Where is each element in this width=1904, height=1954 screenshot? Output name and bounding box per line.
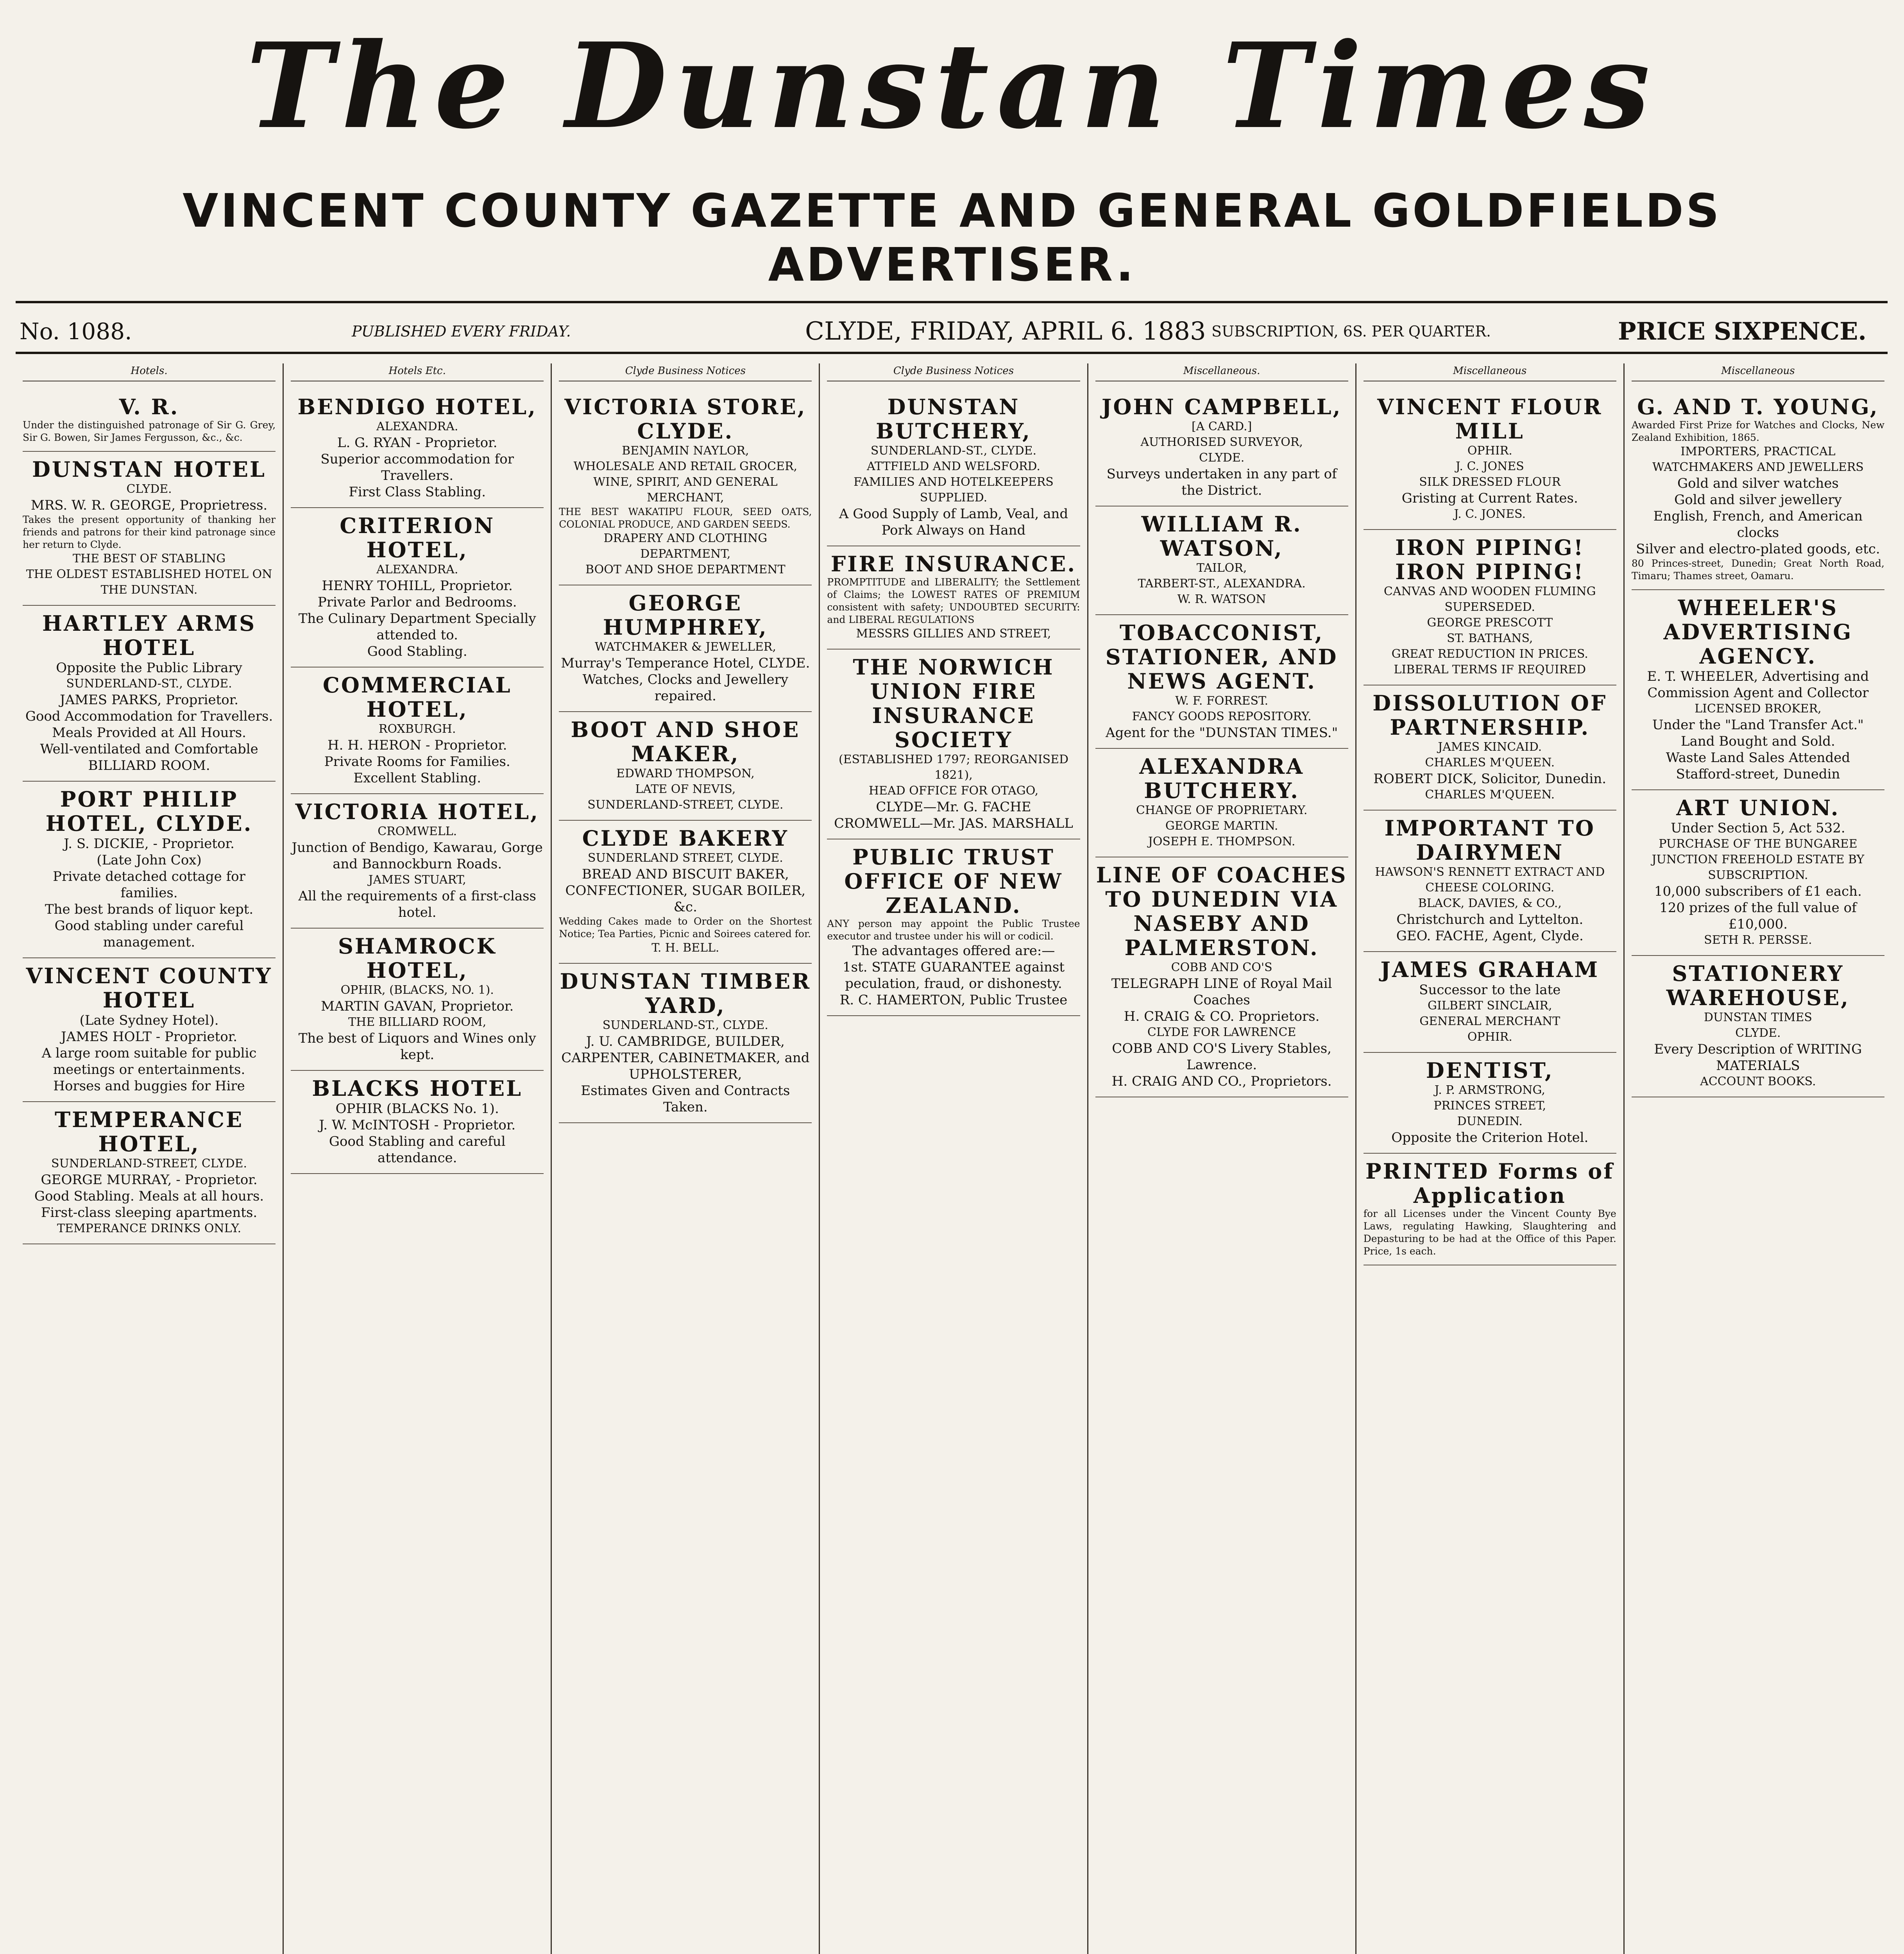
advertisement [1364, 952, 1616, 1053]
advertisement [1095, 615, 1348, 749]
ad-line: Good stabling under careful management. [54, 918, 244, 950]
ad-line: ALEXANDRA. [376, 563, 458, 576]
ad-line: ALEXANDRA. [376, 420, 458, 433]
ad-title: VICTORIA HOTEL, [295, 799, 539, 824]
advertisement [559, 585, 812, 712]
ad-line: WATCHMAKER & JEWELLER, [594, 640, 776, 654]
ad-line: LATE OF NEVIS, [635, 782, 736, 796]
ad-line: GEORGE PRESCOTT [1427, 616, 1553, 630]
ad-line: Private Rooms for Families. [324, 754, 510, 769]
ad-line: [A CARD.] [1191, 420, 1252, 433]
ad-line: (Late Sydney Hotel). [79, 1013, 219, 1028]
ad-line: COBB AND CO'S Livery Stables, Lawrence. [1112, 1041, 1331, 1073]
advertisement [1632, 389, 1884, 590]
ad-line: J. C. JONES [1455, 460, 1524, 473]
ad-line: Under Section 5, Act 532. [1671, 820, 1845, 836]
advertisement [559, 821, 812, 964]
ad-line: Christchurch and Lyttelton. [1396, 912, 1584, 927]
ad-line: Horses and buggies for Hire [53, 1078, 245, 1094]
ad-line: Every Description of WRITING MATERIALS [1654, 1041, 1862, 1074]
ad-line: OPHIR. [1467, 444, 1512, 458]
ad-title: PRINTED Forms of Application [1365, 1159, 1614, 1208]
issue-number: No. 1088. [20, 318, 132, 345]
ad-line: HAWSON'S RENNETT EXTRACT AND CHEESE COLORING. [1375, 865, 1605, 895]
ad-title: IMPORTANT TO DAIRYMEN [1384, 816, 1595, 865]
advertisement [23, 452, 276, 606]
column-4 [820, 363, 1088, 1954]
ad-line: CLYDE. [1199, 451, 1245, 465]
ad-line: H. CRAIG AND CO., Proprietors. [1111, 1074, 1332, 1089]
ad-line: THE BEST OF STABLING [72, 552, 226, 565]
ad-line: OPHIR, (BLACKS, NO. 1). [340, 983, 494, 997]
ad-line: J. S. DICKIE, - Proprietor. [64, 836, 234, 852]
advertisement [291, 929, 544, 1071]
ad-line: Good Stabling. [367, 644, 467, 659]
ad-line: TEMPERANCE DRINKS ONLY. [57, 1222, 242, 1235]
ad-line: Private detached cottage for families. [53, 869, 245, 901]
ad-line: J. W. McINTOSH - Proprietor. [319, 1117, 516, 1133]
ad-line: MARTIN GAVAN, Proprietor. [321, 998, 514, 1014]
ad-line: Gold and silver watches [1677, 476, 1839, 491]
ad-title: DUNSTAN HOTEL [32, 457, 267, 482]
ad-line: GENERAL MERCHANT [1419, 1015, 1560, 1028]
ad-line: W. R. WATSON [1177, 592, 1266, 606]
ad-title: BOOT AND SHOE MAKER, [571, 717, 800, 766]
ad-line: SILK DRESSED FLOUR [1419, 475, 1561, 489]
ad-line: Surveys undertaken in any part of the District. [1106, 466, 1337, 498]
ad-line: DRAPERY AND CLOTHING DEPARTMENT, [603, 531, 768, 561]
ad-line: BOOT AND SHOE DEPARTMENT [585, 563, 786, 576]
ad-line: H. CRAIG & CO. Proprietors. [1124, 1009, 1320, 1024]
ad-line: THE BILLIARD ROOM, [348, 1015, 487, 1029]
ad-line: Murray's Temperance Hotel, CLYDE. [561, 655, 810, 671]
column-heading: Hotels Etc. [291, 363, 544, 381]
ad-title: VINCENT FLOUR MILL [1377, 394, 1603, 444]
ad-title: HARTLEY ARMS HOTEL [42, 611, 256, 660]
ad-line: OPHIR. [1467, 1030, 1512, 1044]
ad-title: V. R. [119, 394, 179, 419]
ad-title: STATIONERY WAREHOUSE, [1666, 961, 1850, 1010]
ad-line: ACCOUNT BOOKS. [1700, 1075, 1816, 1088]
ad-line: ROBERT DICK, Solicitor, Dunedin. [1373, 771, 1607, 787]
ad-line: Awarded First Prize for Watches and Clocks, New Zealand Exhibition, 1865. [1631, 419, 1884, 443]
ad-line: Under the "Land Transfer Act." [1652, 717, 1864, 733]
column-heading: Miscellaneous [1632, 363, 1884, 381]
ad-line: CHARLES M'QUEEN. [1425, 756, 1555, 769]
column-6 [1356, 363, 1625, 1954]
ad-line: H. H. HERON - Proprietor. [327, 737, 507, 753]
advertisement [23, 389, 276, 452]
advertisement [1364, 389, 1616, 530]
masthead-title: The Dunstan Times [246, 17, 1658, 155]
ad-line: Watches, Clocks and Jewellery repaired. [582, 672, 789, 704]
ad-line: Junction of Bendigo, Kawarau, Gorge and Bannockburn Roads. [292, 840, 543, 872]
ad-line: Good Stabling and careful attendance. [329, 1134, 506, 1166]
ad-title: BENDIGO HOTEL, [297, 394, 537, 419]
ad-line: EDWARD THOMPSON, [616, 767, 755, 780]
ad-title: DUNSTAN BUTCHERY, [876, 394, 1031, 444]
column-heading: Hotels. [23, 363, 276, 381]
advertisement [1632, 590, 1884, 790]
ad-line: Good Stabling. Meals at all hours. First-class sleeping apartments. [34, 1188, 264, 1220]
ad-line: GEO. FACHE, Agent, Clyde. [1396, 928, 1584, 944]
column-heading: Clyde Business Notices [827, 363, 1080, 381]
ad-line: T. H. BELL. [651, 941, 719, 955]
ad-line: FANCY GOODS REPOSITORY. [1132, 710, 1312, 723]
ad-line: Agent for the "DUNSTAN TIMES." [1106, 725, 1338, 741]
ad-line: 10,000 subscribers of £1 each. [1654, 884, 1862, 899]
ad-line: JAMES PARKS, Proprietor. [60, 692, 239, 708]
ad-line: TARBERT-ST., ALEXANDRA. [1138, 577, 1306, 590]
dateline-date: CLYDE, FRIDAY, APRIL 6. 1883 [805, 317, 1206, 346]
advertisement [827, 546, 1080, 650]
advertisement [559, 964, 812, 1123]
ad-line: BLACK, DAVIES, & CO., [1418, 896, 1562, 910]
ad-line: Takes the present opportunity of thanking her friends and patrons for their kind patronage since her return to Clyde. [23, 514, 276, 550]
ad-line: J. P. ARMSTRONG, [1434, 1083, 1545, 1097]
ad-line: E. T. WHEELER, Advertising and Commission Agent and Collector [1647, 669, 1869, 701]
ad-line: CLYDE. [1735, 1026, 1781, 1040]
advertisement [1095, 389, 1348, 506]
ad-title: IRON PIPING! IRON PIPING! [1395, 535, 1585, 584]
advertisement [291, 667, 544, 794]
ad-line: JAMES HOLT - Proprietor. [61, 1029, 238, 1045]
ad-line: CHANGE OF PROPRIETARY. [1136, 803, 1308, 817]
ad-line: Private Parlor and Bedrooms. [317, 594, 517, 610]
advertisement [1632, 790, 1884, 956]
ad-line: CLYDE. [126, 482, 172, 496]
ad-line: Good Accommodation for Travellers. Meals Provided at All Hours. [25, 709, 273, 741]
top-rule [16, 301, 1888, 303]
advertisement [827, 839, 1080, 1016]
ad-line: Wedding Cakes made to Order on the Shortest Notice; Tea Parties, Picnic and Soirees catered for. [559, 916, 812, 939]
ad-line: FAMILIES AND HOTELKEEPERS SUPPLIED. [854, 475, 1054, 505]
ad-title: FIRE INSURANCE. [830, 551, 1077, 576]
ad-line: GILBERT SINCLAIR, [1428, 999, 1552, 1013]
column-1 [16, 363, 284, 1954]
ad-line: Silver and electro-plated goods, etc. [1636, 541, 1880, 557]
advertisement [827, 650, 1080, 839]
ad-line: Gristing at Current Rates. [1401, 490, 1578, 506]
ad-line: English, French, and American clocks [1653, 508, 1863, 540]
ad-line: JAMES STUART, [368, 873, 466, 887]
ad-line: SUNDERLAND STREET, CLYDE. [587, 851, 783, 865]
ad-line: All the requirements of a first-class hotel. [298, 888, 537, 920]
ad-line: THE OLDEST ESTABLISHED HOTEL ON THE DUNSTAN. [26, 567, 272, 597]
ad-line: ROXBURGH. [378, 722, 456, 736]
advertisement [1364, 685, 1616, 811]
advertisement [1632, 956, 1884, 1097]
ad-line: AUTHORISED SURVEYOR, [1140, 435, 1303, 449]
ad-line: 120 prizes of the full value of £10,000. [1659, 900, 1857, 932]
ad-line: Land Bought and Sold. [1681, 734, 1835, 749]
advertisement [1364, 530, 1616, 685]
ad-line: BREAD AND BISCUIT BAKER, CONFECTIONER, SUGAR BOILER, &c. [565, 866, 806, 915]
ad-line: W. F. FORREST. [1175, 694, 1269, 708]
ad-line: PURCHASE OF THE BUNGAREE JUNCTION FREEHOLD ESTATE BY SUBSCRIPTION. [1652, 837, 1865, 882]
ad-line: TAILOR, [1196, 561, 1247, 575]
advertisement [23, 1102, 276, 1244]
ad-line: MRS. W. R. GEORGE, Proprietress. [30, 497, 268, 513]
ad-line: PRINCES STREET, [1433, 1099, 1546, 1113]
ad-line: Well-ventilated and Comfortable BILLIARD ROOM. [40, 741, 258, 773]
ad-line: Estimates Given and Contracts Taken. [581, 1083, 790, 1115]
ad-line: Excellent Stabling. [353, 770, 481, 786]
ad-line: CROMWELL. [378, 825, 457, 838]
ad-title: JOHN CAMPBELL, [1101, 394, 1342, 419]
advertisement [1364, 1053, 1616, 1154]
ad-line: Superior accommodation for Travellers. [320, 451, 514, 483]
column-heading: Miscellaneous [1364, 363, 1616, 381]
advertisement [1364, 811, 1616, 952]
ad-line: (Late John Cox) [97, 852, 202, 868]
ad-line: BENJAMIN NAYLOR, [622, 444, 749, 458]
ad-title: CRITERION HOTEL, [340, 513, 495, 562]
ad-line: DUNEDIN. [1457, 1115, 1523, 1128]
ad-title: DUNSTAN TIMBER YARD, [560, 969, 811, 1018]
column-7 [1625, 363, 1891, 1954]
ad-line: First Class Stabling. [349, 484, 486, 500]
dateline-rule [16, 352, 1888, 354]
ad-title: TEMPERANCE HOTEL, [54, 1107, 244, 1156]
advertisement [291, 508, 544, 667]
ad-line: A Good Supply of Lamb, Veal, and Pork Always on Hand [839, 506, 1068, 538]
advertisement [1095, 506, 1348, 615]
ad-title: VINCENT COUNTY HOTEL [26, 963, 272, 1013]
ad-line: SUNDERLAND-ST., CLYDE. [602, 1018, 768, 1032]
ad-line: LICENSED BROKER, [1695, 702, 1822, 716]
ad-title: GEORGE HUMPHREY, [603, 590, 768, 640]
ad-line: HEAD OFFICE FOR OTAGO, [868, 784, 1039, 798]
ad-line: The best of Liquors and Wines only kept. [298, 1031, 536, 1063]
ad-title: JAMES GRAHAM [1380, 957, 1600, 982]
ad-title: VICTORIA STORE, CLYDE. [564, 394, 807, 444]
ad-line: J. C. JONES. [1454, 507, 1526, 521]
ad-line: for all Licenses under the Vincent County Bye Laws, regulating Hawking, Slaughtering and Depasturing to be had at the Office of this Paper. Price, 1s each. [1363, 1208, 1616, 1257]
advertisement [291, 1071, 544, 1174]
ad-title: ALEXANDRA BUTCHERY. [1139, 754, 1305, 803]
ad-title: COMMERCIAL HOTEL, [322, 673, 512, 722]
ad-line: Opposite the Criterion Hotel. [1391, 1130, 1589, 1145]
ad-line: THE BEST WAKATIPU FLOUR, SEED OATS, COLONIAL PRODUCE, AND GARDEN SEEDS. [559, 506, 812, 530]
ad-line: OPHIR (BLACKS No. 1). [335, 1101, 499, 1117]
ad-line: CLYDE FOR LAWRENCE [1147, 1025, 1296, 1039]
masthead-subtitle: VINCENT COUNTY GAZETTE AND GENERAL GOLDFIELDS ADVERTISER. [183, 184, 1721, 292]
published-note: PUBLISHED EVERY FRIDAY. [352, 323, 571, 340]
ad-line: The advantages offered are:— [852, 943, 1055, 959]
ad-title: CLYDE BAKERY [582, 826, 789, 851]
ad-line: 1st. STATE GUARANTEE against peculation, fraud, or dishonesty. [842, 959, 1065, 991]
ad-title: DENTIST, [1426, 1058, 1554, 1083]
ad-line: The best brands of liquor kept. [45, 902, 254, 917]
ad-line: SUNDERLAND-STREET, CLYDE. [51, 1157, 247, 1170]
ad-line: IMPORTERS, PRACTICAL WATCHMAKERS AND JEWELLERS [1652, 445, 1864, 474]
ad-line: Stafford-street, Dunedin [1676, 766, 1840, 782]
ad-title: LINE OF COACHES TO DUNEDIN VIA NASEBY AND PALMERSTON. [1096, 862, 1347, 960]
ad-title: DISSOLUTION OF PARTNERSHIP. [1373, 691, 1607, 740]
advertisement [291, 389, 544, 508]
ad-title: G. AND T. YOUNG, [1637, 394, 1879, 419]
advertisement [1095, 857, 1348, 1097]
ad-line: ATTFIELD AND WELSFORD. [867, 460, 1040, 473]
ad-line: JOSEPH E. THOMPSON. [1148, 835, 1296, 848]
ad-line: GEORGE MURRAY, - Proprietor. [41, 1172, 258, 1188]
column-heading: Miscellaneous. [1095, 363, 1348, 381]
ad-line: Opposite the Public Library [56, 660, 242, 676]
ad-line: J. U. CAMBRIDGE, BUILDER, CARPENTER, CABINETMAKER, and UPHOLSTERER, [561, 1034, 810, 1082]
ad-line: (ESTABLISHED 1797; REORGANISED 1821), [838, 753, 1069, 782]
price-note: PRICE SIXPENCE. [1618, 317, 1866, 345]
ad-line: GREAT REDUCTION IN PRICES. [1391, 647, 1588, 661]
ad-line: CLYDE—Mr. G. FACHE [876, 799, 1031, 815]
ad-line: SUNDERLAND-STREET, CLYDE. [587, 798, 784, 812]
ad-title: PORT PHILIP HOTEL, CLYDE. [45, 787, 253, 836]
ad-line: COBB AND CO'S [1171, 961, 1272, 974]
ad-line: R. C. HAMERTON, Public Trustee [839, 992, 1068, 1008]
subscription-note: SUBSCRIPTION, 6S. PER QUARTER. [1211, 323, 1491, 340]
ad-line: SUNDERLAND-ST., CLYDE. [66, 677, 232, 691]
advertisement [559, 712, 812, 821]
ad-line: A large room suitable for public meetings or entertainments. [41, 1045, 257, 1077]
ad-title: WILLIAM R. WATSON, [1141, 512, 1302, 561]
ad-line: L. G. RYAN - Proprietor. [337, 435, 497, 451]
ad-title: BLACKS HOTEL [312, 1076, 523, 1101]
advertisement [559, 389, 812, 585]
ad-title: PUBLIC TRUST OFFICE OF NEW ZEALAND. [844, 845, 1063, 918]
ad-line: ANY person may appoint the Public Trustee executor and trustee under his will or codicil. [827, 918, 1080, 942]
ad-title: THE NORWICH UNION FIRE INSURANCE SOCIETY [853, 655, 1054, 752]
ad-line: Gold and silver jewellery [1674, 492, 1842, 508]
ad-line: Under the distinguished patronage of Sir G. Grey, Sir G. Bowen, Sir James Fergusson, &c., &c. [23, 419, 276, 443]
ad-line: DUNSTAN TIMES [1704, 1011, 1812, 1024]
advertisement [1095, 749, 1348, 857]
ad-line: ST. BATHANS, [1447, 632, 1533, 645]
advertisement [1364, 1154, 1616, 1265]
ad-line: CROMWELL—Mr. JAS. MARSHALL [834, 816, 1073, 831]
advertisement [23, 606, 276, 782]
ad-line: SETH R. PERSSE. [1704, 933, 1812, 947]
ad-line: MESSRS GILLIES AND STREET, [856, 627, 1051, 641]
ad-line: Waste Land Sales Attended [1666, 750, 1850, 766]
ad-line: SUNDERLAND-ST., CLYDE. [870, 444, 1037, 458]
column-heading: Clyde Business Notices [559, 363, 812, 381]
ad-line: TELEGRAPH LINE of Royal Mail Coaches [1111, 976, 1332, 1008]
ad-line: JAMES KINCAID. [1438, 740, 1542, 754]
ad-title: TOBACCONIST, STATIONER, AND NEWS AGENT. [1105, 620, 1338, 694]
column-2 [284, 363, 552, 1954]
advertisement [827, 389, 1080, 546]
masthead [0, 16, 1904, 156]
ad-line: Successor to the late [1419, 982, 1561, 998]
ad-line: LIBERAL TERMS IF REQUIRED [1394, 663, 1586, 676]
ad-line: HENRY TOHILL, Proprietor. [322, 578, 513, 594]
column-3 [552, 363, 820, 1954]
advertisement [23, 782, 276, 958]
ad-line: PROMPTITUDE and LIBERALITY; the Settlement of Claims; the LOWEST RATES OF PREMIUM consistent with safety; UNDOUBTED SECURITY: and LIBERAL REGULATIONS [827, 576, 1080, 625]
ad-line: The Culinary Department Specially attended to. [298, 611, 536, 643]
columns-container [16, 363, 1891, 1954]
ad-title: SHAMROCK HOTEL, [338, 934, 497, 983]
ad-line: 80 Princes-street, Dunedin; Great North Road, Timaru; Thames street, Oamaru. [1631, 558, 1884, 582]
ad-line: GEORGE MARTIN. [1165, 819, 1278, 833]
ad-line: CANVAS AND WOODEN FLUMING SUPERSEDED. [1383, 585, 1596, 614]
ad-line: WHOLESALE AND RETAIL GROCER, WINE, SPIRIT, AND GENERAL MERCHANT, [573, 460, 798, 505]
ad-title: ART UNION. [1676, 795, 1840, 820]
ad-title: WHEELER'S ADVERTISING AGENCY. [1663, 595, 1853, 669]
advertisement [23, 958, 276, 1102]
advertisement [291, 794, 544, 929]
column-5 [1088, 363, 1356, 1954]
ad-line: CHARLES M'QUEEN. [1425, 788, 1555, 802]
